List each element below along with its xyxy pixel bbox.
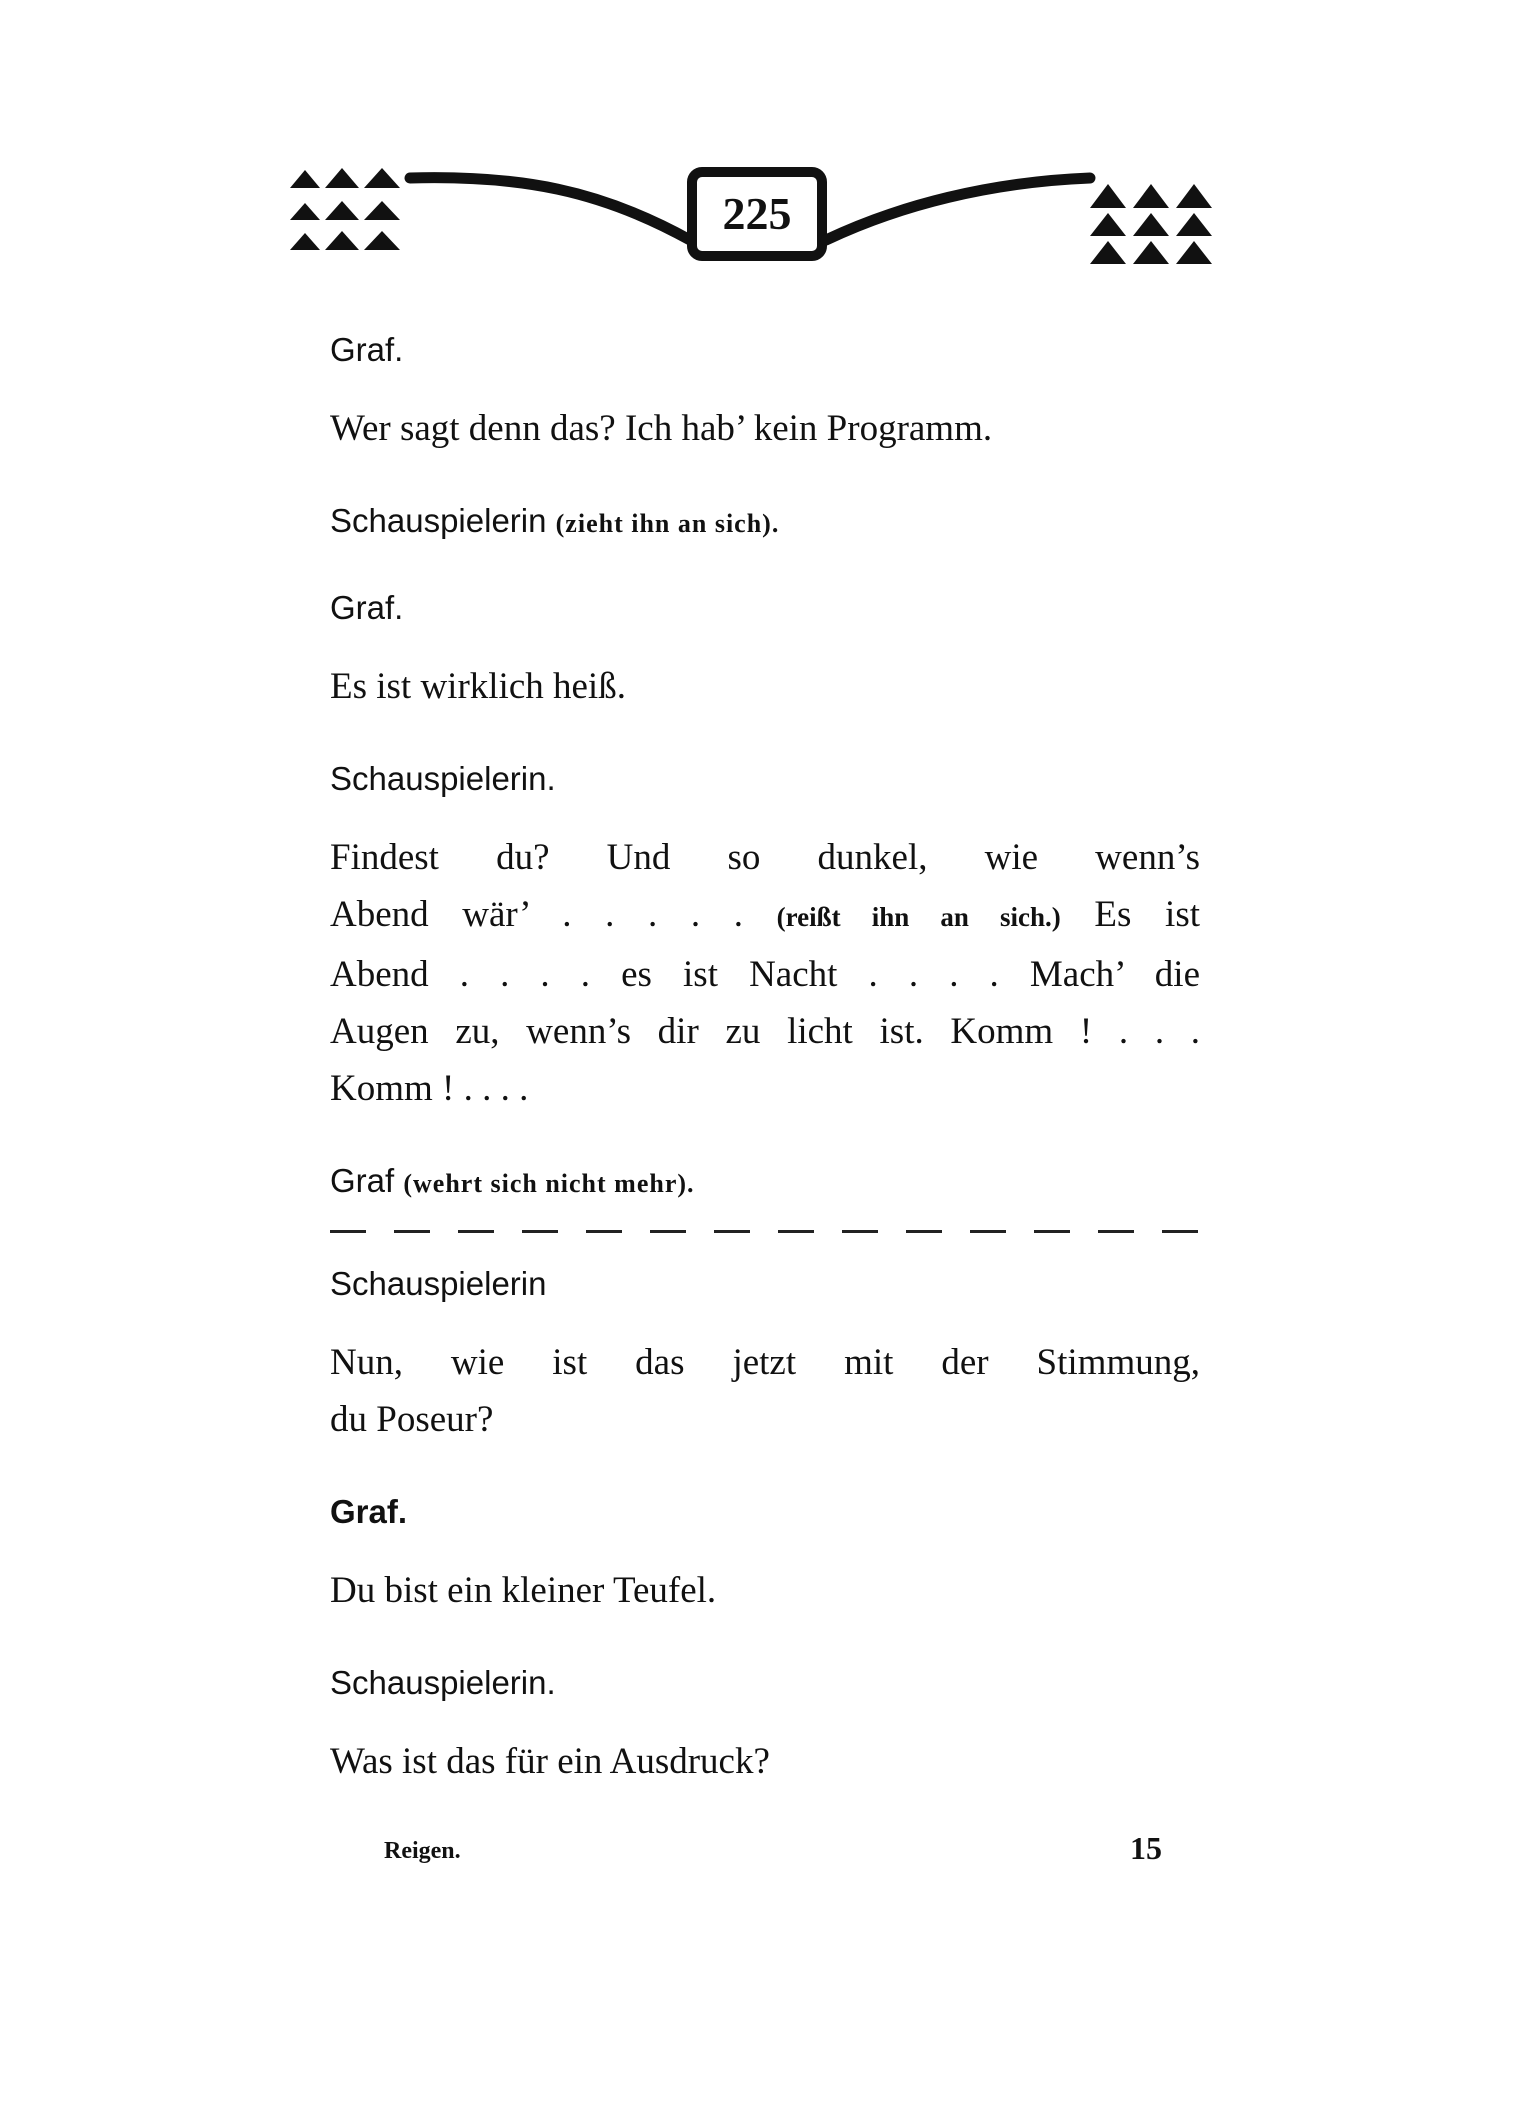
stage-direction: (reißt ihn an sich.): [776, 902, 1061, 932]
right-swash: [826, 178, 1090, 240]
speaker-name: Graf.: [330, 589, 404, 626]
page-header: [0, 0, 1533, 300]
speaker-name: Schauspielerin.: [330, 1664, 556, 1701]
footer-signature: 15: [1130, 1830, 1162, 1866]
left-swash: [410, 178, 690, 240]
dialogue-line: Findest du? Und so dunkel, wie wenn’s: [330, 837, 1200, 878]
dialogue-line: Abend . . . . es ist Nacht . . . . Mach’ die: [330, 954, 1200, 995]
speaker-name: Graf.: [330, 1493, 408, 1530]
dialogue-line: Komm ! . . . .: [330, 1068, 529, 1109]
dialogue-line: [330, 886, 1200, 946]
dialogue-line: Du bist ein kleiner Teufel.: [330, 1570, 717, 1611]
dialogue-line: Es ist wirklich heiß.: [330, 666, 626, 707]
dialogue-body: [330, 330, 1200, 1790]
dashed-divider: [330, 1228, 1200, 1234]
dialogue-text: Es ist: [1094, 894, 1201, 935]
dialogue-line: du Poseur?: [330, 1399, 494, 1440]
stage-direction: (zieht ihn an sich).: [555, 509, 780, 538]
speaker-name: Schauspielerin: [330, 502, 547, 539]
speaker-name: Schauspielerin.: [330, 760, 556, 797]
speaker-line: [330, 1161, 1200, 1204]
left-triangle-ornament-icon: [290, 168, 400, 250]
stage-direction: (wehrt sich nicht mehr).: [403, 1169, 695, 1198]
dialogue-text: Abend wär’ . . . . .: [330, 894, 744, 935]
dialogue-line: Wer sagt denn das? Ich hab’ kein Programm.: [330, 408, 993, 449]
right-triangle-ornament-icon: [1090, 184, 1212, 264]
speaker-name: Schauspielerin: [330, 1265, 547, 1302]
dialogue-line: Nun, wie ist das jetzt mit der Stimmung,: [330, 1342, 1200, 1383]
speaker-line: [330, 501, 1200, 544]
speaker-name: Graf.: [330, 331, 404, 368]
footer-title: Reigen.: [384, 1838, 461, 1864]
dialogue-line: Was ist das für ein Ausdruck?: [330, 1741, 770, 1782]
speaker-name: Graf: [330, 1162, 395, 1199]
page-number: 225: [722, 187, 792, 239]
dialogue-line: Augen zu, wenn’s dir zu licht ist. Komm ! . . .: [330, 1011, 1200, 1052]
